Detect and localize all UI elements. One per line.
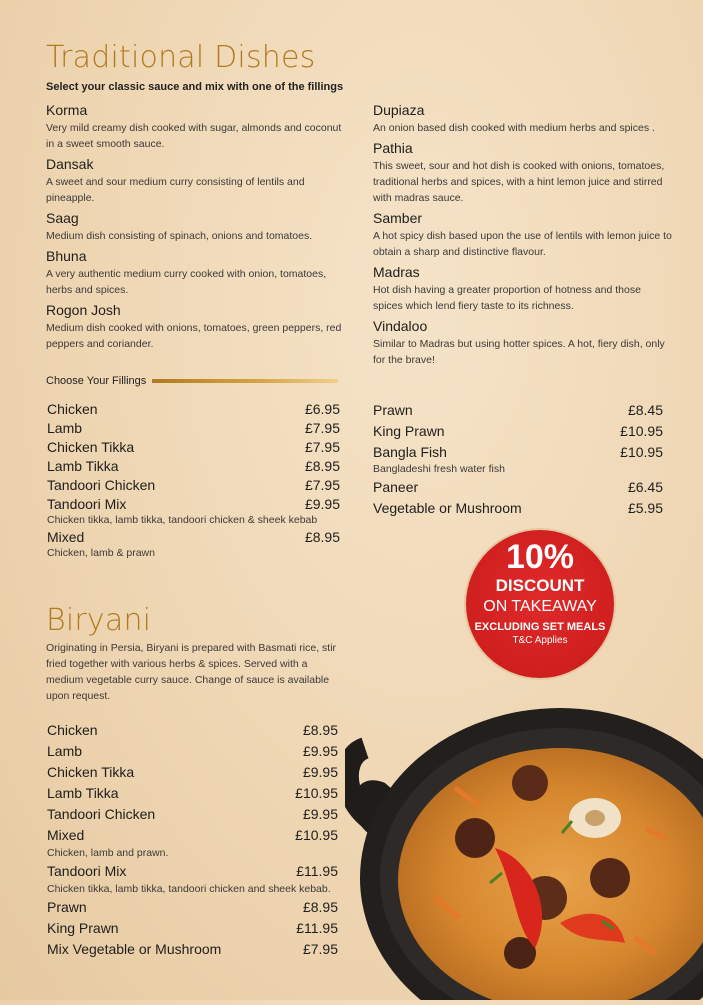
sauce-item [373, 102, 673, 136]
biryani-name: Tandoori Mix [47, 863, 127, 879]
biryani-note: Chicken, lamb and prawn. [47, 847, 169, 859]
sauce-desc: Medium dish consisting of spinach, onions and tomatoes. [46, 230, 313, 242]
biryani-name: King Prawn [47, 920, 119, 936]
filling-name: Chicken [47, 401, 98, 417]
filling-name: Lamb Tikka [47, 458, 119, 474]
sauce-name: Vindaloo [373, 318, 428, 334]
biryani-list [47, 720, 338, 960]
filling-row [47, 419, 340, 438]
sauce-name: Rogon Josh [46, 302, 121, 318]
filling-price: £9.95 [304, 496, 340, 512]
sauce-item [373, 264, 673, 314]
gold-divider [152, 379, 338, 383]
filling-row [373, 400, 663, 421]
filling-price: £6.45 [627, 479, 663, 495]
sauce-desc: A very authentic medium curry cooked with onion, tomatoes, herbs and spices. [46, 268, 327, 296]
filling-name: Tandoori Chicken [47, 477, 156, 493]
sauce-item [46, 302, 346, 352]
biryani-row [47, 804, 338, 825]
biryani-desc: Originating in Persia, Biryani is prepared with Basmati rice, stir fried together with various herbs & spices. Served with a medium vegetable curry sauce. Change of sauce is available upon request. [46, 642, 337, 702]
sauce-desc: Very mild creamy dish cooked with sugar, almonds and coconut in a sweet smooth sauce. [46, 122, 342, 150]
filling-price: £10.95 [620, 444, 663, 460]
fillings-left [47, 400, 340, 561]
sauce-item [46, 102, 346, 152]
traditional-subtitle: Select your classic sauce and mix with one of the fillings [46, 81, 344, 93]
biryani-row [47, 918, 338, 939]
filling-price: £8.95 [304, 529, 340, 545]
biryani-name: Mix Vegetable or Mushroom [47, 941, 222, 957]
discount-percent: 10% [505, 538, 575, 576]
sauce-item [373, 210, 673, 260]
biryani-name: Chicken [47, 722, 98, 738]
filling-row [47, 438, 340, 457]
filling-name: Bangla Fish [373, 444, 447, 460]
biryani-name: Prawn [47, 899, 87, 915]
biryani-row [47, 939, 338, 960]
sauce-item [373, 140, 673, 206]
biryani-price: £9.95 [302, 743, 338, 759]
filling-note: Chicken, lamb & prawn [47, 547, 155, 559]
biryani-price: £8.95 [302, 899, 338, 915]
filling-row [373, 421, 663, 442]
biryani-name: Lamb Tikka [47, 785, 119, 801]
biryani-price: £9.95 [302, 806, 338, 822]
discount-line2: ON TAKEAWAY [483, 598, 597, 615]
filling-row [47, 400, 340, 419]
filling-note: Chicken tikka, lamb tikka, tandoori chicken & sheek kebab [47, 514, 318, 526]
discount-badge [466, 530, 614, 678]
filling-row [373, 477, 663, 498]
sauce-desc: Similar to Madras but using hotter spices. A hot, fiery dish, only for the brave! [373, 338, 665, 366]
biryani-title: Biryani [46, 603, 152, 638]
biryani-pan-photo [345, 688, 703, 1000]
biryani-name: Chicken Tikka [47, 764, 135, 780]
sauce-item [46, 210, 346, 244]
biryani-name: Lamb [47, 743, 83, 759]
filling-row [47, 457, 340, 476]
biryani-row [47, 741, 338, 762]
filling-note: Bangladeshi fresh water fish [373, 463, 505, 475]
sauce-name: Bhuna [46, 248, 87, 264]
fillings-right [373, 400, 663, 519]
sauce-name: Korma [46, 102, 88, 118]
sauce-desc: An onion based dish cooked with medium herbs and spices . [373, 122, 655, 134]
filling-name: Vegetable or Mushroom [373, 500, 522, 516]
sauces-right [373, 102, 673, 372]
biryani-row [47, 762, 338, 783]
sauce-name: Dupiaza [373, 102, 425, 118]
biryani-note: Chicken tikka, lamb tikka, tandoori chicken and sheek kebab. [47, 883, 331, 895]
filling-price: £5.95 [627, 500, 663, 516]
filling-name: Chicken Tikka [47, 439, 135, 455]
discount-line1: DISCOUNT [495, 576, 585, 595]
biryani-name: Mixed [47, 827, 85, 843]
filling-name: Paneer [373, 479, 419, 495]
fillings-heading-label: Choose Your Fillings [46, 375, 147, 387]
biryani-price: £11.95 [296, 863, 338, 879]
sauce-item [373, 318, 673, 368]
sauce-item [46, 248, 346, 298]
filling-name: Prawn [373, 402, 413, 418]
filling-row [47, 528, 340, 547]
filling-price: £7.95 [304, 439, 340, 455]
biryani-row [47, 720, 338, 741]
sauce-name: Pathia [373, 140, 413, 156]
filling-row [373, 498, 663, 519]
filling-price: £6.95 [304, 401, 340, 417]
sauce-desc: Medium dish cooked with onions, tomatoes, green peppers, red peppers and coriander. [46, 322, 342, 350]
biryani-name: Tandoori Chicken [47, 806, 156, 822]
filling-name: Tandoori Mix [47, 496, 127, 512]
biryani-price: £7.95 [302, 941, 338, 957]
biryani-price: £9.95 [302, 764, 338, 780]
filling-name: Lamb [47, 420, 83, 436]
sauce-desc: A hot spicy dish based upon the use of lentils with lemon juice to obtain a sharp and distinctive flavour. [373, 230, 672, 258]
sauces-left [46, 102, 346, 356]
filling-row [47, 495, 340, 514]
sauce-name: Dansak [46, 156, 94, 172]
traditional-title: Traditional Dishes [46, 40, 316, 75]
biryani-price: £10.95 [295, 785, 338, 801]
biryani-price: £11.95 [296, 920, 338, 936]
biryani-row [47, 783, 338, 804]
filling-row [47, 476, 340, 495]
sauce-name: Saag [46, 210, 79, 226]
sauce-desc: This sweet, sour and hot dish is cooked with onions, tomatoes, traditional herbs and spices, with a hint lemon juice and stirred with madras sauce. [373, 160, 665, 204]
biryani-row [47, 861, 338, 882]
filling-price: £8.95 [304, 458, 340, 474]
discount-line3: EXCLUDING SET MEALS [474, 621, 606, 633]
filling-price: £10.95 [620, 423, 663, 439]
sauce-name: Madras [373, 264, 420, 280]
sauce-name: Samber [373, 210, 423, 226]
biryani-row [47, 897, 338, 918]
sauce-desc: A sweet and sour medium curry consisting of lentils and pineapple. [46, 176, 305, 204]
sauce-desc: Hot dish having a greater proportion of hotness and those spices which lend fiery taste to its richness. [373, 284, 641, 312]
biryani-price: £8.95 [302, 722, 338, 738]
filling-name: Mixed [47, 529, 85, 545]
biryani-price: £10.95 [295, 827, 338, 843]
biryani-pan-icon [345, 688, 703, 1000]
discount-line4: T&C Applies [512, 635, 568, 646]
sauce-item [46, 156, 346, 206]
filling-price: £8.45 [627, 402, 663, 418]
filling-name: King Prawn [373, 423, 445, 439]
filling-row [373, 442, 663, 463]
fillings-heading [46, 375, 338, 387]
filling-price: £7.95 [304, 420, 340, 436]
filling-price: £7.95 [304, 477, 340, 493]
biryani-row [47, 825, 338, 846]
